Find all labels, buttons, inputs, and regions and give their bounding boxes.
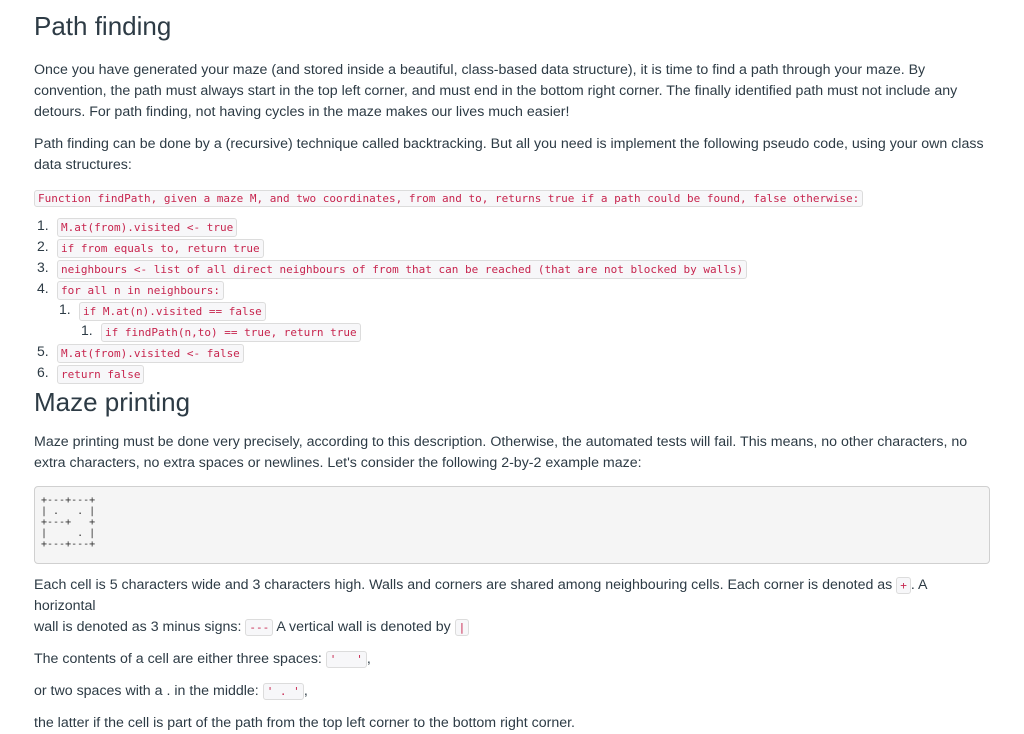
- text-fragment: wall is denoted as 3 minus signs:: [34, 619, 246, 635]
- step-code: for all n in neighbours:: [57, 281, 224, 300]
- function-signature-code: Function findPath, given a maze M, and two coordinates, from and to, returns true if a path could be found, false otherwise:: [34, 190, 863, 207]
- list-item: [34, 320, 990, 341]
- list-number: 1.: [37, 217, 49, 233]
- step-code: if findPath(n,to) == true, return true: [101, 323, 361, 342]
- paragraph-path-cell: the latter if the cell is part of the path from the top left corner to the bottom right corner.: [34, 715, 575, 731]
- paragraph-cell-contents: [34, 649, 990, 670]
- text-fragment: ,: [303, 683, 308, 699]
- paragraph-dot-cell: [34, 681, 990, 702]
- list-number: 2.: [37, 238, 49, 254]
- text-fragment: Each cell is 5 characters wide and 3 characters high. Walls and corners are shared among neighbouring cells. Each corner is denoted as: [34, 577, 897, 593]
- list-item: [34, 362, 990, 383]
- list-item: [34, 278, 990, 299]
- step-code: M.at(from).visited <- true: [57, 218, 237, 237]
- list-number: 6.: [37, 364, 49, 380]
- paragraph-cell-description: [34, 575, 990, 638]
- dot-code: ' . ': [263, 683, 304, 700]
- spaces-code: ' ': [326, 651, 367, 668]
- paragraph-backtracking: Path finding can be done by a (recursive) technique called backtracking. But all you need is implement the following pseudo code, using your own class data structures:: [34, 136, 984, 173]
- list-item: [34, 299, 990, 320]
- pseudo-code-list: [34, 215, 990, 383]
- list-number: 1.: [59, 301, 71, 317]
- text-fragment: ,: [366, 651, 371, 667]
- maze-example-block: +---+---+ | . . | +---+ + | . | +---+---+: [34, 486, 990, 564]
- list-number: 3.: [37, 259, 49, 275]
- list-item: [34, 341, 990, 362]
- list-item: [34, 257, 990, 278]
- text-fragment: A vertical wall is denoted by: [273, 619, 455, 635]
- text-fragment: The contents of a cell are either three spaces:: [34, 651, 326, 667]
- text-fragment: or two spaces with a . in the middle:: [34, 683, 263, 699]
- corner-code: +: [896, 577, 911, 594]
- step-code: return false: [57, 365, 144, 384]
- list-item: [34, 236, 990, 257]
- step-code: M.at(from).visited <- false: [57, 344, 244, 363]
- step-code: if M.at(n).visited == false: [79, 302, 266, 321]
- vertical-wall-code: |: [455, 619, 470, 636]
- paragraph-intro: Once you have generated your maze (and stored inside a beautiful, class-based data structure), it is time to find a path through your maze. By convention, the path must always start in the top left corner, and must end in the bottom right corner. The finally identified path must not include any detours. For path finding, not having cycles in the maze makes our lives much easier!: [34, 62, 958, 120]
- list-item: [34, 215, 990, 236]
- list-number: 1.: [81, 322, 93, 338]
- list-number: 5.: [37, 343, 49, 359]
- horizontal-wall-code: ---: [245, 619, 273, 636]
- paragraph-maze-printing: Maze printing must be done very precisely, according to this description. Otherwise, the automated tests will fail. This means, no other characters, no extra characters, no extra spaces or newlines. Let's consider the following 2-by-2 example maze:: [34, 434, 968, 471]
- section-heading-path-finding: Path finding: [34, 11, 172, 41]
- section-heading-maze-printing: Maze printing: [34, 387, 191, 417]
- step-code: neighbours <- list of all direct neighbours of from that can be reached (that are not blocked by walls): [57, 260, 747, 279]
- list-number: 4.: [37, 280, 49, 296]
- text-fragment: . A horizontal: [34, 577, 927, 614]
- step-code: if from equals to, return true: [57, 239, 264, 258]
